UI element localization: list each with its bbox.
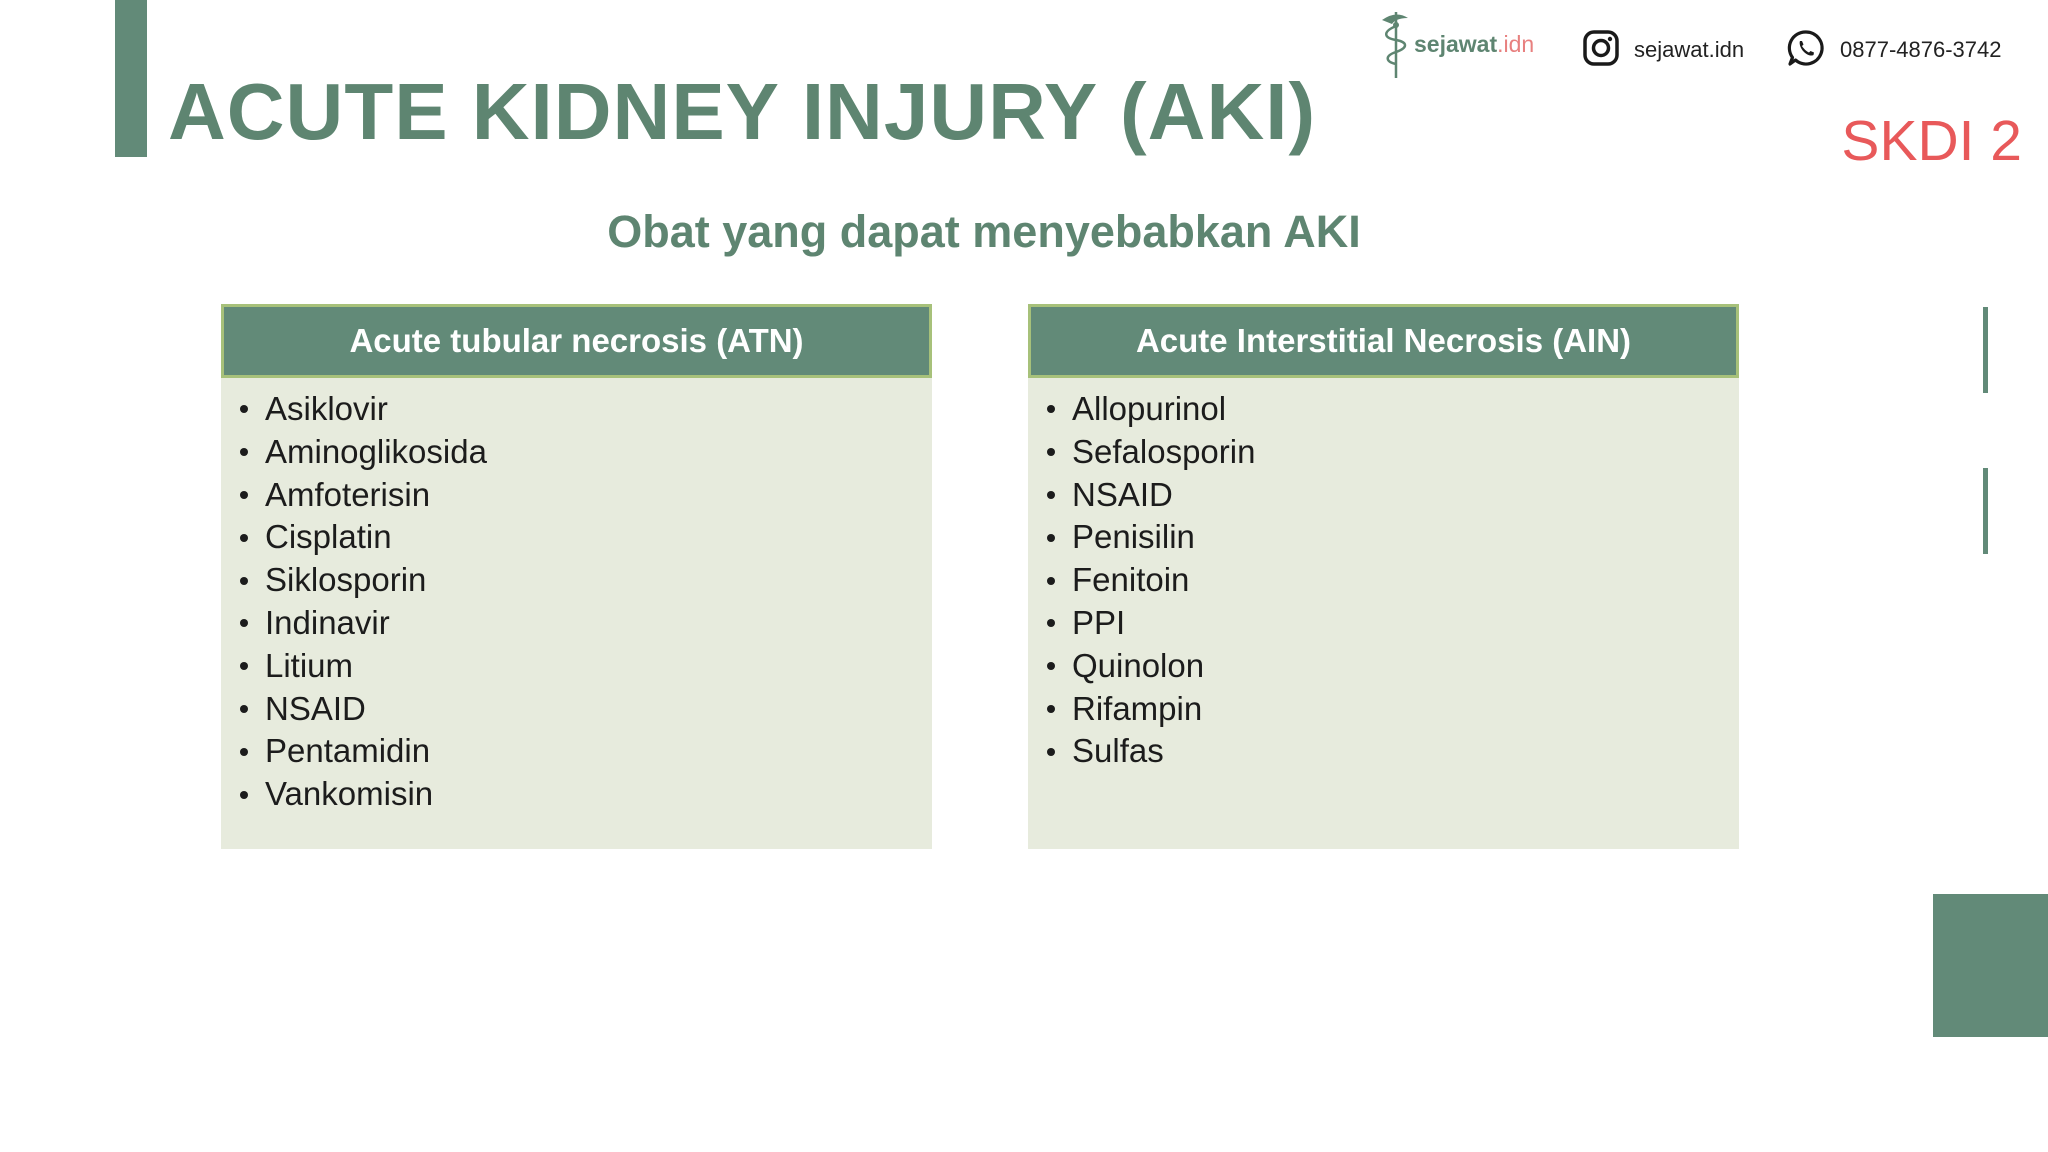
bullet-icon	[1047, 577, 1055, 585]
slide-subtitle: Obat yang dapat menyebabkan AKI	[607, 206, 1361, 257]
drug-name: Litium	[265, 646, 354, 684]
bullet-icon	[240, 491, 248, 499]
bullet-icon	[240, 577, 248, 585]
atn-panel-heading: Acute tubular necrosis (ATN)	[221, 304, 932, 378]
drug-name: Sefalosporin	[1072, 432, 1256, 470]
drug-name: Allopurinol	[1072, 390, 1227, 427]
whatsapp-icon	[1786, 28, 1826, 73]
drug-name: Quinolon	[1072, 646, 1205, 684]
bullet-icon	[240, 405, 248, 413]
instagram-contact	[1582, 22, 1744, 78]
page-title: ACUTE KIDNEY INJURY (AKI)	[168, 67, 1317, 156]
brand-name	[1414, 31, 1534, 58]
bullet-icon	[240, 534, 248, 542]
list-item	[237, 602, 932, 645]
list-item	[237, 516, 932, 559]
whatsapp-contact	[1786, 22, 2001, 78]
atn-drug-list	[221, 378, 932, 816]
left-accent-bar	[115, 0, 147, 157]
bullet-icon	[1047, 662, 1055, 670]
bullet-icon	[240, 748, 248, 756]
list-item	[237, 431, 932, 474]
ain-panel	[1028, 304, 1739, 849]
drug-name: Siklosporin	[265, 561, 427, 599]
list-item	[1044, 730, 1739, 773]
list-item	[237, 688, 932, 731]
bullet-icon	[1047, 448, 1055, 456]
ain-panel-heading: Acute Interstitial Necrosis (AIN)	[1028, 304, 1739, 378]
drug-name: Vankomisin	[265, 775, 434, 813]
drug-name: Pentamidin	[265, 732, 431, 770]
list-item	[237, 559, 932, 602]
brand-logo	[1378, 6, 1534, 82]
drug-name: Aminoglikosida	[265, 432, 487, 470]
drug-name: Sulfas	[1072, 732, 1164, 770]
bullet-icon	[1047, 491, 1055, 499]
ain-drug-list	[1028, 378, 1739, 773]
drug-name: Fenitoin	[1072, 561, 1190, 599]
caduceus-logo-icon	[1378, 8, 1412, 80]
bullet-icon	[240, 791, 248, 799]
drug-name: Penisilin	[1072, 518, 1195, 556]
list-item	[1044, 559, 1739, 602]
bullet-icon	[240, 619, 248, 627]
decorative-corner-block	[1933, 894, 2048, 1037]
drug-name: Indinavir	[265, 603, 390, 641]
drug-name: Asiklovir	[265, 390, 388, 427]
list-item	[1044, 474, 1739, 517]
whatsapp-number: 0877-4876-3742	[1840, 37, 2002, 62]
drug-name: Cisplatin	[265, 518, 392, 556]
bullet-icon	[1047, 534, 1055, 542]
list-item	[1044, 645, 1739, 688]
bullet-icon	[1047, 405, 1055, 413]
decorative-bar	[1983, 468, 1988, 554]
drug-name: NSAID	[265, 689, 366, 727]
bullet-icon	[1047, 705, 1055, 713]
bullet-icon	[240, 448, 248, 456]
list-item	[237, 474, 932, 517]
list-item	[1044, 431, 1739, 474]
drug-name: NSAID	[1072, 475, 1173, 513]
bullet-icon	[240, 705, 248, 713]
list-item	[1044, 602, 1739, 645]
bullet-icon	[1047, 748, 1055, 756]
list-item	[1044, 688, 1739, 731]
brand-name-main: sejawat	[1414, 30, 1498, 57]
instagram-icon	[1582, 29, 1620, 72]
list-item	[237, 645, 932, 688]
list-item	[237, 773, 932, 816]
skdi-level-badge: SKDI 2	[1841, 109, 2022, 173]
bullet-icon	[1047, 619, 1055, 627]
bullet-icon	[240, 662, 248, 670]
drug-name: PPI	[1072, 603, 1126, 641]
list-item	[1044, 516, 1739, 559]
list-item	[237, 730, 932, 773]
instagram-handle: sejawat.idn	[1634, 37, 1745, 62]
list-item	[1044, 388, 1739, 431]
brand-name-suffix: .idn	[1497, 30, 1535, 57]
drug-name: Rifampin	[1072, 689, 1203, 727]
decorative-bar	[1983, 307, 1988, 393]
list-item	[237, 388, 932, 431]
atn-panel	[221, 304, 932, 849]
drug-name: Amfoterisin	[265, 475, 431, 513]
